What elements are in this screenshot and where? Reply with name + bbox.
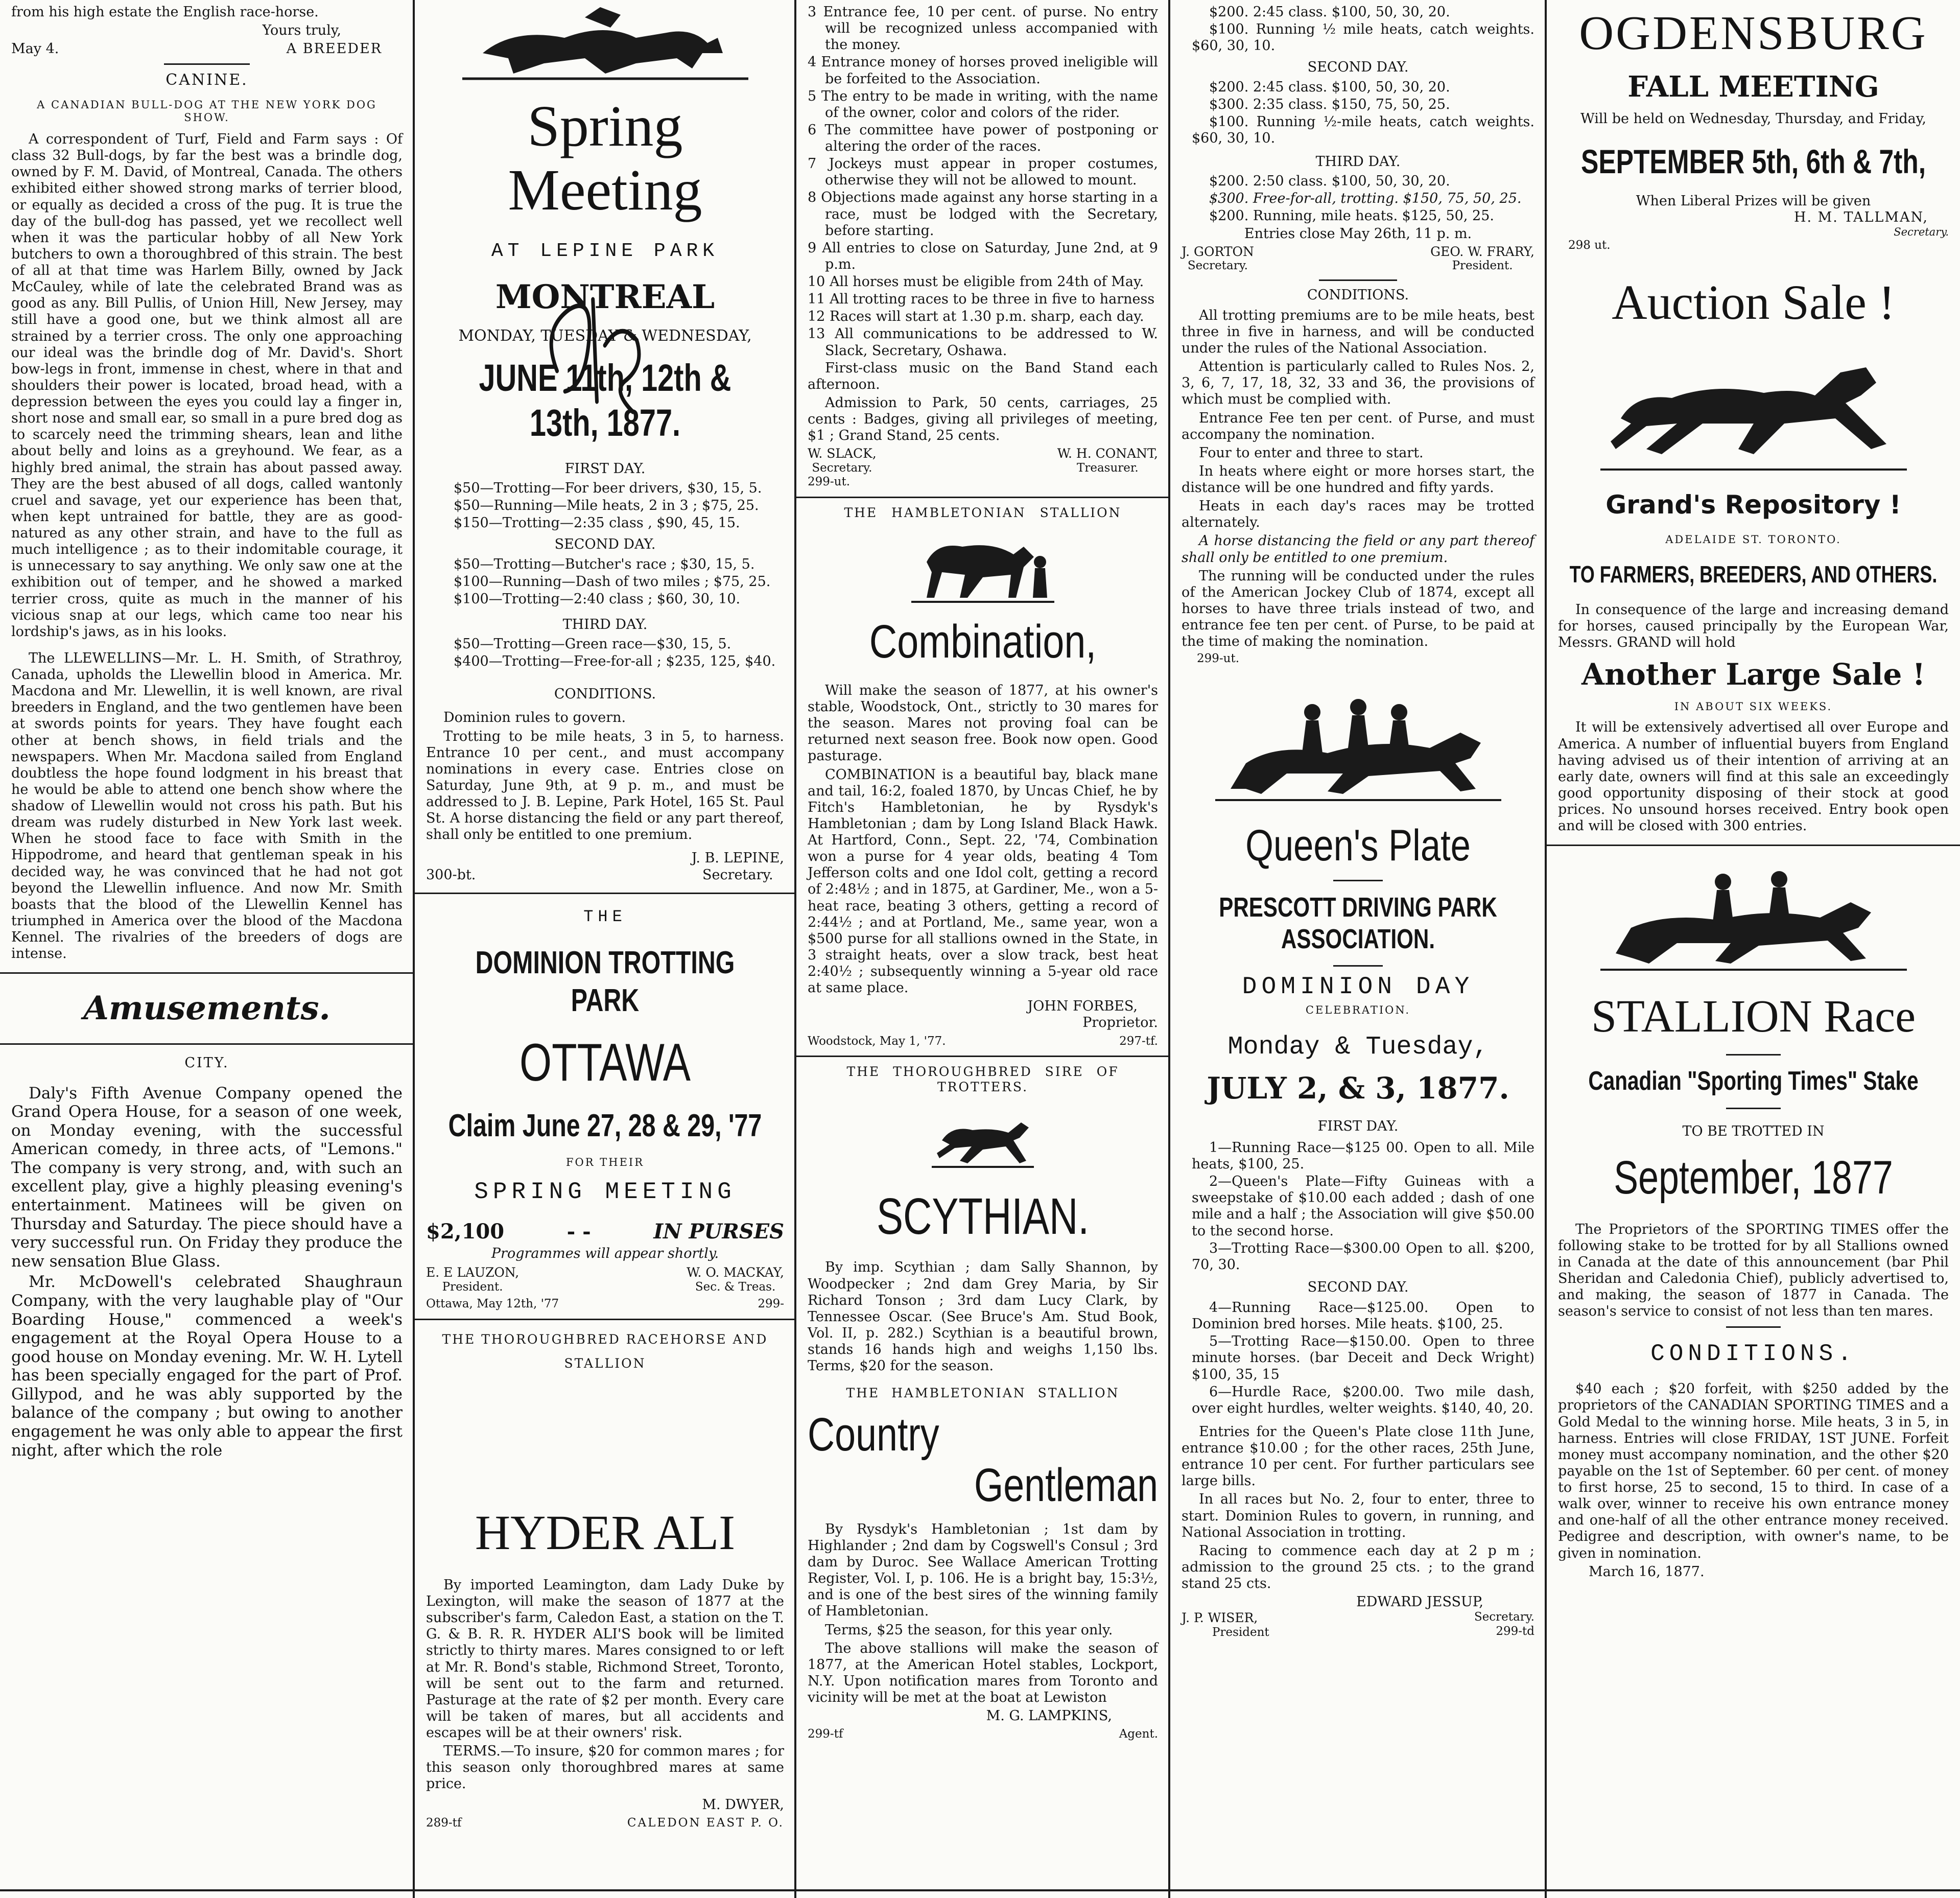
prize-line: $400—Trotting—Free-for-all ; $235, 125, $40. <box>454 653 776 670</box>
gorton-block <box>1182 244 1254 273</box>
conditions-code: 299-ut. <box>1197 652 1240 666</box>
march-date: March 16, 1877. <box>1589 1563 1705 1580</box>
prize-line: $200. Running, mile heats. $125, 50, 25. <box>1209 208 1494 224</box>
divider <box>1333 880 1383 881</box>
slack-code: 299-ut. <box>808 475 851 489</box>
divider <box>0 972 414 974</box>
combination-title: Combination, <box>869 616 1097 668</box>
rule-item: 4 Entrance money of horses proved ineligible will be forfeited to the Association. <box>808 54 1158 87</box>
race-line: 4—Running Race—$125.00. Open to Dominion bred horses. Mile heats. $100, 25. <box>1192 1300 1534 1332</box>
column-4 <box>1170 0 1546 1898</box>
scythian-text: By imp. Scythian ; dam Sally Shannon, by Woodpecker ; 2nd dam Grey Maria, by Sir Richard Tonson ; 3rd dam Lucy Clark, by Tennessee Oscar. (See Bruce's Am. Stud Book, Vol. II, p. 282.) Scythian is a beautiful brown, stands 16 hands high and weighs 1,150 lbs. Terms, $20 for the season. <box>808 1259 1158 1374</box>
combination-pedigree: COMBINATION is a beautiful bay, black mane and tail, 16:2, foaled 1870, by Uncas Chief, he by Fitch's Hambletonian, he by Rysdyk's Hambletonian ; dam by Long Island Black Hawk. At Hartford, Conn., Sept. 22, '74, Combination won a purse for 4 year olds, beating 4 Tom Jefferson colts and one Idol colt, getting a record of 2:48½ ; and in 1875, at Gardiner, Me., won a 5-heat race, beating 3 others, getting a record of 2:44½ ; and at Portland, Me., same year, won a $500 purse for all stallions owned in the State, in 3 straight heats, over a slow track, best heat 2:40½ ; subsequently winning a 5-year old race at same place. <box>808 766 1158 996</box>
hyder-code: 289-tf <box>426 1816 462 1830</box>
divider <box>1726 1108 1781 1109</box>
admission-note: Admission to Park, 50 cents, carriages, 25 cents : Badges, giving all privileges of meeting, $1 ; Grand Stand, 25 cents. <box>808 394 1158 444</box>
divider <box>164 63 250 65</box>
lampkins-footer <box>808 1727 1158 1741</box>
divider <box>1547 845 1960 846</box>
entries-text: Racing to commence each day at 2 p m ; admission to the ground 25 cts. ; to the grand stand 25 cts. <box>1182 1542 1534 1592</box>
condition-text: In heats where eight or more horses start, the distance will be one hundred and fifty yards. <box>1182 463 1534 496</box>
scythian-title: SCYTHIAN. <box>876 1188 1090 1246</box>
lepine-code: 300-bt. <box>426 866 476 883</box>
jockeys-racing-icon <box>1182 687 1534 804</box>
race-line: 5—Trotting Race—$150.00. Open to three minute horses. (bar Deceit and Deck Wright) $100, 35, 15 <box>1192 1333 1534 1383</box>
horse-and-groom-icon <box>808 526 1158 608</box>
jessup-name: EDWARD JESSUP, <box>1356 1594 1483 1610</box>
entries-close: Entries close May 26th, 11 p. m. <box>1244 225 1472 242</box>
gentleman-title: Gentleman <box>974 1459 1158 1511</box>
city-paragraph: Daly's Fifth Avenue Company opened the Grand Opera House, for a season of one week, on Monday evening, with the successful American comedy, in three acts, of "Lemons." The company is very strong, and, with such an excellent play, give a highly pleasing evening's entertainment. Matinees will be given on Thursday and Saturday. The piece should have a very successful run. On Friday they produce the new sensation Blue Glass. <box>11 1084 403 1271</box>
rule-item: 6 The committee have power of postponing or altering the order of the races. <box>808 122 1158 154</box>
mackay-block <box>687 1265 784 1294</box>
condition-text: The running will be conducted under the rules of the American Jockey Club of 1874, except all horses to have three trials instead of two, and entrance fee ten per cent. of Purse, to be paid at the time of making the nomination. <box>1182 568 1534 650</box>
farmers-breeders: TO FARMERS, BREEDERS, AND OTHERS. <box>1569 561 1938 588</box>
gorton-name: J. GORTON <box>1182 244 1254 259</box>
programmes-note: Programmes will appear shortly. <box>491 1246 719 1262</box>
entries-text: In all races but No. 2, four to enter, three to start. Dominion Rules to govern, in running, and National Association in trotting. <box>1182 1491 1534 1540</box>
second-day-heading: SECOND DAY. <box>1307 1279 1409 1295</box>
canine-heading: CANINE. <box>166 71 248 89</box>
entries-text: Entries for the Queen's Plate close 11th June, entrance $10.00 ; for the other races, 25th June, entrance 10 per cent. For further particulars see large bills. <box>1182 1423 1534 1489</box>
column-3 <box>796 0 1169 1898</box>
rule-item: 3 Entrance fee, 10 per cent. of purse. No entry will be recognized unless accompanied with the money. <box>808 4 1158 53</box>
fall-held: Will be held on Wednesday, Thursday, and Friday, <box>1580 111 1926 127</box>
ottawa-date: Ottawa, May 12th, '77 <box>426 1297 559 1311</box>
divider <box>415 893 795 894</box>
wiser-role: President <box>1212 1626 1269 1639</box>
gorton-signatures <box>1182 244 1534 273</box>
slack-name: W. SLACK, <box>808 446 877 461</box>
horse-banner-icon <box>426 7 784 89</box>
prize-line: $300. 2:35 class. $150, 75, 50, 25. <box>1209 96 1450 112</box>
consequence-text: In consequence of the large and increasing demand for horses, caused principally by the European War, Messrs. GRAND will hold <box>1558 602 1949 651</box>
column-5 <box>1547 0 1960 1898</box>
monday-tuesday: Monday & Tuesday, <box>1227 1033 1489 1062</box>
divider <box>415 1319 795 1320</box>
lauzon-block <box>426 1265 519 1294</box>
gentleman-terms: Terms, $25 the season, for this year only. <box>825 1622 1113 1638</box>
prize-line: $100. Running ½-mile heats, catch weights. $60, 30, 10. <box>1192 113 1534 146</box>
conditions-heading: CONDITIONS. <box>1307 287 1409 303</box>
conditions-heading: CONDITIONS. <box>554 686 656 702</box>
wiser-signatures <box>1182 1610 1534 1639</box>
forbes-role: Proprietor. <box>1082 1015 1158 1031</box>
auction-sale-title: Auction Sale ! <box>1612 274 1895 330</box>
frary-block <box>1430 244 1534 273</box>
lepine-park: AT LEPINE PARK <box>491 240 719 262</box>
race-line: 3—Trotting Race—$300.00 Open to all. $200, 70, 30. <box>1192 1240 1534 1273</box>
city-heading: CITY. <box>184 1055 229 1071</box>
canine-subheading: A CANADIAN BULL-DOG AT THE NEW YORK DOG SHOW. <box>37 99 377 124</box>
second-day-heading: SECOND DAY. <box>554 536 656 553</box>
fall-meeting: FALL MEETING <box>1627 69 1879 104</box>
trotted-in: TO BE TROTTED IN <box>1682 1123 1825 1140</box>
first-day-heading: FIRST DAY. <box>1317 1118 1399 1134</box>
gentleman-season: The above stallions will make the season of 1877, at the American Hotel stables, Lockport, N.Y. Upon notification mares from Toronto and vicinity will be met at the boat at Lewiston <box>808 1640 1158 1706</box>
rule-item: 8 Objections made against any horse starting in a race, must be lodged with the Secretary, before starting. <box>808 190 1158 239</box>
advertised-text: It will be extensively advertised all over Europe and America. A number of influential buyers from England having advised us of their intention of arriving at an early date, owners will find at this sale an exceedingly good opportunity disposing of their stock at good prices. No unsound horses received. Entry book open and will be closed with 300 entries. <box>1558 719 1949 834</box>
divider <box>0 1043 414 1045</box>
running-horse-icon <box>808 1110 1158 1171</box>
jessup-code: 299-td <box>1496 1624 1534 1638</box>
rule-item: 12 Races will start at 1.30 p.m. sharp, each day. <box>808 309 1144 325</box>
sporting-times-stake: Canadian "Sporting Times" Stake <box>1588 1066 1919 1096</box>
conant-name: W. H. CONANT, <box>1057 446 1158 461</box>
stallion-race-title: STALLION Race <box>1591 991 1916 1042</box>
lauzon-role: President. <box>442 1280 503 1294</box>
hyder-ali-terms: TERMS.—To insure, $20 for common mares ; for this season only thoroughbred mares at same price. <box>426 1743 784 1792</box>
closing: Yours truly, <box>262 22 341 39</box>
ottawa-footer <box>426 1297 784 1311</box>
spring-days: MONDAY, TUESDAY & WEDNESDAY, <box>458 327 752 345</box>
dominion-trotting-park: DOMINION TROTTING PARK <box>475 945 735 1018</box>
for-their: FOR THEIR <box>565 1156 645 1168</box>
hambletonian-head: THE HAMBLETONIAN STALLION <box>844 505 1122 520</box>
rule-item: 5 The entry to be made in writing, with the name of the owner, color and colors of the rider. <box>808 88 1158 121</box>
divider <box>796 1056 1169 1057</box>
letter-date: May 4. <box>11 41 59 57</box>
lepine-signature <box>426 850 784 883</box>
tallman-code: 298 ut. <box>1568 239 1611 252</box>
column-2 <box>415 0 795 1898</box>
gorton-role: Secretary. <box>1187 259 1248 273</box>
woodstock-date: Woodstock, May 1, '77. <box>808 1034 946 1048</box>
city-paragraph: Mr. McDowell's celebrated Shaughraun Company, with the very laughable play of "Our Boarding House," commenced a week's engagement at the Royal Opera House to a good house on Monday evening. Mr. W. H. Lytell has been specially engaged for the part of Prof. Gillypod, and he was ably supported by the balance of the company ; but owing to another engagement he was only able to appear the first night, after which the role <box>11 1273 403 1460</box>
racing-horses-icon <box>1558 861 1949 974</box>
amusements-heading: Amusements. <box>83 989 330 1028</box>
rule-item: 9 All entries to close on Saturday, June 2nd, at 9 p.m. <box>808 240 1158 272</box>
condition-text: A horse distancing the field or any part thereof shall only be entitled to one premium. <box>1182 533 1534 566</box>
lampkins-code: 299-tf <box>808 1727 843 1741</box>
spring-dates <box>450 356 761 446</box>
conditions-heading: CONDITIONS. <box>1650 1340 1856 1367</box>
wiser-name: J. P. WISER, <box>1182 1610 1258 1626</box>
bottom-rule <box>0 1889 1960 1891</box>
prize-line: $100. Running ½ mile heats, catch weights. $60, 30, 10. <box>1192 21 1534 54</box>
letter-signer: A BREEDER <box>286 41 382 57</box>
top-line: from his high estate the English race-horse. <box>11 4 319 20</box>
lepine-name: J. B. LEPINE, <box>691 850 784 866</box>
condition-text: Trotting to be mile heats, 3 in 5, to harness. Entrance 10 per cent., and must accompany nominations in every case. Entries close on Saturday, June 9th, at 9 p. m., and must be addressed to J. B. Lepine, Park Hotel, 165 St. Paul St. A horse distancing the field or any part thereof, shall only be entitled to one premium. <box>426 728 784 843</box>
prize-line: $300. Free-for-all, trotting. $150, 75, 50, 25. <box>1209 191 1522 207</box>
another-large-sale: Another Large Sale ! <box>1581 657 1926 692</box>
forbes-footer <box>808 1035 1158 1048</box>
hyder-ali-title: HYDER ALI <box>475 1505 736 1560</box>
celebration: CELEBRATION. <box>1305 1004 1411 1017</box>
country-title: Country <box>808 1409 939 1461</box>
slack-role: Secretary. <box>812 461 872 475</box>
letter-footer <box>11 41 403 57</box>
prize-line: $100—Running—Dash of two miles ; $75, 25. <box>454 573 771 590</box>
september-1877: September, 1877 <box>1614 1152 1893 1204</box>
lauzon-name: E. E LAUZON, <box>426 1265 519 1280</box>
dwyer-name: M. DWYER, <box>702 1796 784 1813</box>
conant-block <box>1057 446 1158 475</box>
divider <box>1333 965 1383 967</box>
rule-item: 11 All trotting races to be three in five to harness <box>808 291 1155 308</box>
condition-text: Four to enter and three to start. <box>1199 444 1424 461</box>
forbes-code: 297-tf. <box>1119 1034 1158 1048</box>
montreal-label: MONTREAL <box>495 278 715 316</box>
frary-role: President. <box>1452 259 1513 273</box>
claim-dates: Claim June 27, 28 & 29, '77 <box>448 1108 762 1144</box>
condition-text: Attention is particularly called to Rules Nos. 2, 3, 6, 7, 17, 18, 32, 33 and 36, the provisions of which must be complied with. <box>1182 359 1534 408</box>
dwyer-place: CALEDON EAST P. O. <box>627 1816 784 1830</box>
prize-line: $50—Trotting—Butcher's race ; $30, 15, 5. <box>454 556 755 572</box>
spring-meeting-title: Spring Meeting <box>508 93 702 223</box>
six-weeks: IN ABOUT SIX WEEKS. <box>1674 700 1833 713</box>
dominion-day: DOMINION DAY <box>1242 973 1474 1001</box>
condition-text: Dominion rules to govern. <box>443 710 626 726</box>
rule-item: 7 Jockeys must appear in proper costumes, otherwise they will not be allowed to mount. <box>808 156 1158 189</box>
september-dates: SEPTEMBER 5th, 6th & 7th, <box>1580 143 1926 181</box>
purses-dash: - - <box>566 1219 591 1244</box>
ottawa-signatures <box>426 1265 784 1294</box>
race-line: 6—Hurdle Race, $200.00. Two mile dash, over eight hurdles, welter weights. $140, 40, 20. <box>1192 1384 1534 1416</box>
purses-amount: $2,100 <box>426 1219 505 1244</box>
stake-conditions: $40 each ; $20 forfeit, with $250 added by the proprietors of the CANADIAN SPORTING TIMES and a Gold Medal to the winning horse. Mile heats, 3 in 5, in harness. Entries will close FRIDAY, 1ST JUNE. Forfeit money must accompany nomination, and the other $20 payable on the 1st of September. 60 per cent. of money to first horse, 25 to second, 15 to third. In case of a walk over, winner to receive his own entrance money and one-half of all the other entrance money received. Pedigree and description, with owner's name, to be given in nomination. <box>1558 1381 1949 1561</box>
queens-plate-title: Queen's Plate <box>1245 821 1471 870</box>
purses-line <box>426 1220 784 1244</box>
conant-role: Treasurer. <box>1077 461 1139 475</box>
spring-dates-label: JUNE 11th, 12th & 13th, 1877. <box>479 356 731 444</box>
lepine-role: Secretary. <box>702 866 773 883</box>
divider <box>1319 279 1397 281</box>
canine-paragraph: A correspondent of Turf, Field and Farm says : Of class 32 Bull-dogs, by far the best was a brindle dog, owned by F. M. David, of Montreal, Canada. The others exhibited either showed strong marks of terrier blood, or equally as decided a cross of the pug. It is true the day of the bull-dog has passed, yet we recollect well when it was the particular hobby of all New York butchers to own a thoroughbred of this strain. The best of all at that time was Harlem Billy, owned by Jack McCauley, while of late the celebrated Brand was as good as any. Bill Pullis, of Union Hill, New Jersey, may still have a good one, but we think almost all are strained by a terrier cross. The only one approaching our ideal was the brindle dog of Mr. David's. Short bow-legs in front, immense in chest, where in that and shoulders their power is located, broad head, with a depression between the eyes you could lay a finger in, short nose and small ear, so small in a pure bred dog as to scarcely need the trimming shears, lean and lithe about belly and loins as a greyhound. We fear, as a highly bred animal, the strain has about passed away. They are the best abused of all dogs, called wantonly cruel and savage, yet our experience has been that, when kept untrained for battle, they are as good-natured as any other strain, and have to the full as much intelligence ; as to their indomitable courage, it is unnecessary to say anything. We only saw one at the exhibition out of temper, and he showed a marked terrier cross, quite as much in the manner of his vicious snap at our legs, which came too near his lordship's jaws, as in his looks. <box>11 131 403 640</box>
spacer <box>426 1391 784 1504</box>
gentleman-text: By Rysdyk's Hambletonian ; 1st dam by Highlander ; 2nd dam by Cogswell's Consul ; 3rd dam by Duroc. See Wallace American Trotting Register, Vol. I, p. 106. He is a bright bay, 15:3½, and is one of the best sires of the winning family of Hambletonian. <box>808 1521 1158 1620</box>
rule-item: 10 All horses must be eligible from 24th of May. <box>808 274 1144 290</box>
music-note: First-class music on the Band Stand each afternoon. <box>808 360 1158 392</box>
ottawa-code: 299- <box>758 1297 784 1311</box>
handwritten-signature-icon <box>533 269 661 422</box>
jessup-block <box>1474 1610 1534 1639</box>
prize-line: $50—Running—Mile heats, 2 in 3 ; $75, 25. <box>454 498 759 514</box>
tallman-role: Secretary. <box>1894 226 1949 239</box>
first-day-heading: FIRST DAY. <box>564 460 646 477</box>
condition-text: All trotting premiums are to be mile heats, best three in five in harness, and will be conducted under the rules of the National Association. <box>1182 307 1534 357</box>
slack-signatures <box>808 446 1158 475</box>
liberal-prizes: When Liberal Prizes will be given <box>1636 193 1871 209</box>
mackay-name: W. O. MACKAY, <box>687 1265 784 1280</box>
jessup-role: Secretary. <box>1474 1610 1534 1624</box>
prescott-association: PRESCOTT DRIVING PARK ASSOCIATION. <box>1219 892 1497 955</box>
wiser-block <box>1182 1610 1269 1639</box>
hyder-ali-head: THE THOROUGHBRED RACEHORSE AND STALLION <box>442 1331 768 1371</box>
tallman-name: H. M. TALLMAN, <box>1793 209 1928 226</box>
divider <box>1726 1054 1781 1056</box>
third-day-heading: THIRD DAY. <box>1315 154 1401 170</box>
prize-line: $200. 2:45 class. $100, 50, 30, 20. <box>1209 79 1450 95</box>
prize-line: $150—Trotting—2:35 class , $90, 45, 15. <box>454 515 740 531</box>
mackay-role: Sec. & Treas. <box>695 1280 776 1294</box>
rules-list <box>808 4 1158 359</box>
divider <box>1726 1326 1781 1328</box>
slack-block <box>808 446 877 475</box>
prize-line: $200. 2:45 class. $100, 50, 30, 20. <box>1209 4 1450 20</box>
race-line: 1—Running Race—$125 00. Open to all. Mile heats, $100, 25. <box>1192 1139 1534 1173</box>
galloping-horse-icon <box>1558 347 1949 475</box>
prize-line: $200. 2:50 class. $100, 50, 30, 20. <box>1209 173 1450 190</box>
divider <box>796 497 1169 498</box>
purses-label: IN PURSES <box>653 1219 784 1244</box>
lepine-name-block <box>692 850 784 883</box>
spring-meeting-ottawa: SPRING MEETING <box>474 1178 736 1205</box>
prize-line: $100—Trotting—2:40 class ; $60, 30, 10. <box>454 591 741 607</box>
adelaide-street: ADELAIDE ST. TORONTO. <box>1665 533 1841 546</box>
rule-item: 13 All communications to be addressed to W. Slack, Secretary, Oshawa. <box>808 326 1158 359</box>
llewellins-paragraph: The LLEWELLINS—Mr. L. H. Smith, of Strathroy, Canada, upholds the Llewellin blood in America. Mr. Macdona and Mr. Llewellin, it is well known, are rival breeders in England, and the two gentlemen have been at swords points for years. They have fought each other at bench shows, in field trials and the newspapers. When Mr. Macdona sailed from England doubtless the hope found lodgment in his breast that he would be able to attend one bench show where the shadow of Llewellin would not cross his path. But his dream was rudely disturbed in New York last week. When he stood face to face with Smith in the Hippodrome, and heard that gentleman speak in his decided way, he was convinced that he had not got beyond the Llewellin influence. And now Mr. Smith boasts that the blood of the Llewellin Kennel has triumphed in America over the blood of the Macdona Kennel. The rivalries of the breeders of dogs are intense. <box>11 650 403 962</box>
ogdensburg-title: OGDENSBURG <box>1579 7 1928 60</box>
lampkins-role: Agent. <box>1119 1727 1158 1741</box>
combination-text: Will make the season of 1877, at his owner's stable, Woodstock, Ont., strictly to 30 mares for the season. Mares not proving foal can be returned next season free. Book now open. Good pasturage. <box>808 682 1158 764</box>
grands-repository: Grand's Repository ! <box>1605 489 1901 520</box>
condition-text: Heats in each day's races may be trotted alternately. <box>1182 498 1534 531</box>
column-1 <box>0 0 414 1898</box>
forbes-name: JOHN FORBES, <box>1027 998 1138 1015</box>
frary-name: GEO. W. FRARY, <box>1430 244 1534 259</box>
the-label: THE <box>583 907 627 926</box>
hambletonian-head-2: THE HAMBLETONIAN STALLION <box>846 1386 1120 1401</box>
race-line: 2—Queen's Plate—Fifty Guineas with a sweepstake of $10.00 each added ; dash of one mile and a half ; the Association will give $50.00 to the second horse. <box>1192 1174 1534 1239</box>
july-dates: JULY 2, & 3, 1877. <box>1207 1070 1509 1106</box>
scythian-head: THE THOROUGHBRED SIRE OF TROTTERS. <box>846 1064 1119 1094</box>
prize-line: $50—Trotting—Green race—$30, 15, 5. <box>454 636 731 652</box>
third-day-heading: THIRD DAY. <box>562 616 648 632</box>
ottawa-title: OTTAWA <box>519 1033 691 1093</box>
hyder-footer <box>426 1816 784 1830</box>
lampkins-name: M. G. LAMPKINS, <box>986 1708 1112 1724</box>
proprietors-text: The Proprietors of the SPORTING TIMES offer the following stake to be trotted for by all Stallions owned in Canada at the date of this announcement (bar Phil Sheridan and Caledonia Chief), publicly advertised to, and making, the season of 1877 in Canada. The season's service to consist of not less than ten mares. <box>1558 1221 1949 1320</box>
prize-line: $50—Trotting—For beer drivers, $30, 15, 5. <box>454 480 762 497</box>
condition-text: Entrance Fee ten per cent. of Purse, and must accompany the nomination. <box>1182 410 1534 442</box>
hyder-ali-text: By imported Leamington, dam Lady Duke by Lexington, will make the season of 1877 at the subscriber's farm, Caledon East, a station on the T. G. & B. R. R. HYDER ALI'S book will be limited strictly to thirty mares. Mares consigned to or left at Mr. R. Bond's stable, Richmond Street, Toronto, will be sent out to the farm and returned. Pasturage at the rate of $2 per month. Every care will be taken of mares, but all accidents and escapes will be at their owners' risk. <box>426 1577 784 1741</box>
second-day-heading: SECOND DAY. <box>1307 59 1409 76</box>
